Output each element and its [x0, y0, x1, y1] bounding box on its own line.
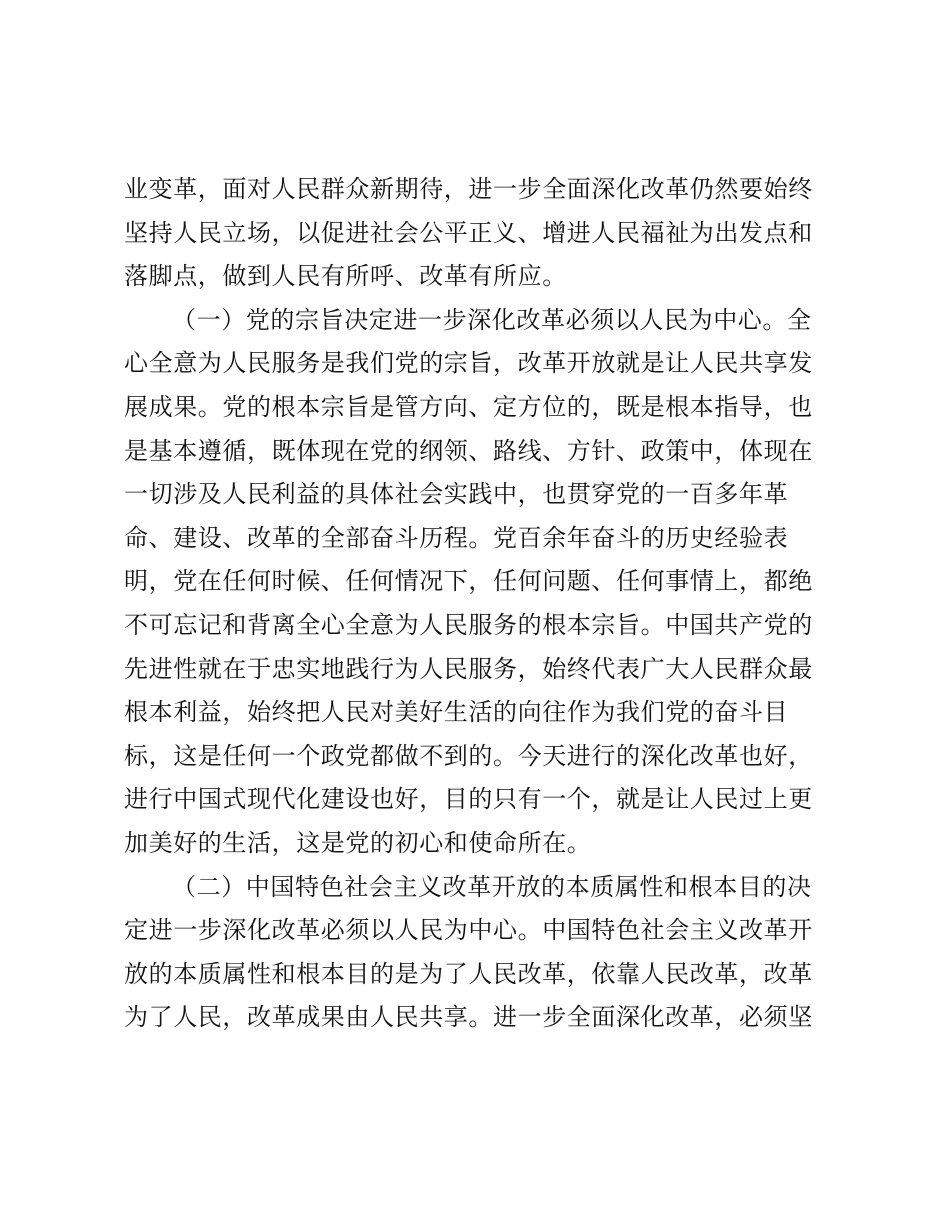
text-line: 落脚点，做到人民有所呼、改革有所应。: [124, 262, 567, 291]
text-line: 放的本质属性和根本目的是为了人民改革，依靠人民改革，改革: [124, 959, 813, 988]
text-line: 业变革，面对人民群众新期待，进一步全面深化改革仍然要始终: [124, 175, 813, 203]
text-line: 加美好的生活，这是党的初心和使命所在。: [124, 828, 592, 857]
text-line: 心全意为人民服务是我们党的宗旨，改革开放就是让人民共享发: [124, 349, 813, 378]
text-line: 先进性就在于忠实地践行为人民服务，始终代表广大人民群众最: [124, 654, 813, 683]
text-line: 明，党在任何时候、任何情况下，任何问题、任何事情上，都绝: [124, 567, 813, 596]
text-line: 展成果。党的根本宗旨是管方向、定方位的，既是根本指导，也: [124, 392, 813, 421]
text-line: 根本利益，始终把人民对美好生活的向往作为我们党的奋斗目: [124, 698, 789, 727]
paragraph-first-line: （二）中国特色社会主义改革开放的本质属性和根本目的决: [172, 872, 812, 901]
paragraph-first-line: （一）党的宗旨决定进一步深化改革必须以人民为中心。全: [172, 305, 812, 334]
text-line: 是基本遵循，既体现在党的纲领、路线、方针、政策中，体现在: [124, 436, 813, 465]
text-line: 不可忘记和背离全心全意为人民服务的根本宗旨。中国共产党的: [124, 610, 813, 639]
text-line: 进行中国式现代化建设也好，目的只有一个，就是让人民过上更: [124, 785, 813, 814]
text-line: 命、建设、改革的全部奋斗历程。党百余年奋斗的历史经验表: [124, 523, 789, 552]
text-line: 一切涉及人民利益的具体社会实践中，也贯穿党的一百多年革: [124, 480, 789, 509]
text-line: 定进一步深化改革必须以人民为中心。中国特色社会主义改革开: [124, 916, 813, 945]
body-text: [124, 168, 844, 1040]
text-line: 坚持人民立场，以促进社会公平正义、增进人民福祉为出发点和: [124, 218, 813, 247]
text-line: 为了人民，改革成果由人民共享。进一步全面深化改革，必须坚: [124, 1003, 813, 1032]
text-line: 标，这是任何一个政党都做不到的。今天进行的深化改革也好，: [124, 741, 813, 770]
